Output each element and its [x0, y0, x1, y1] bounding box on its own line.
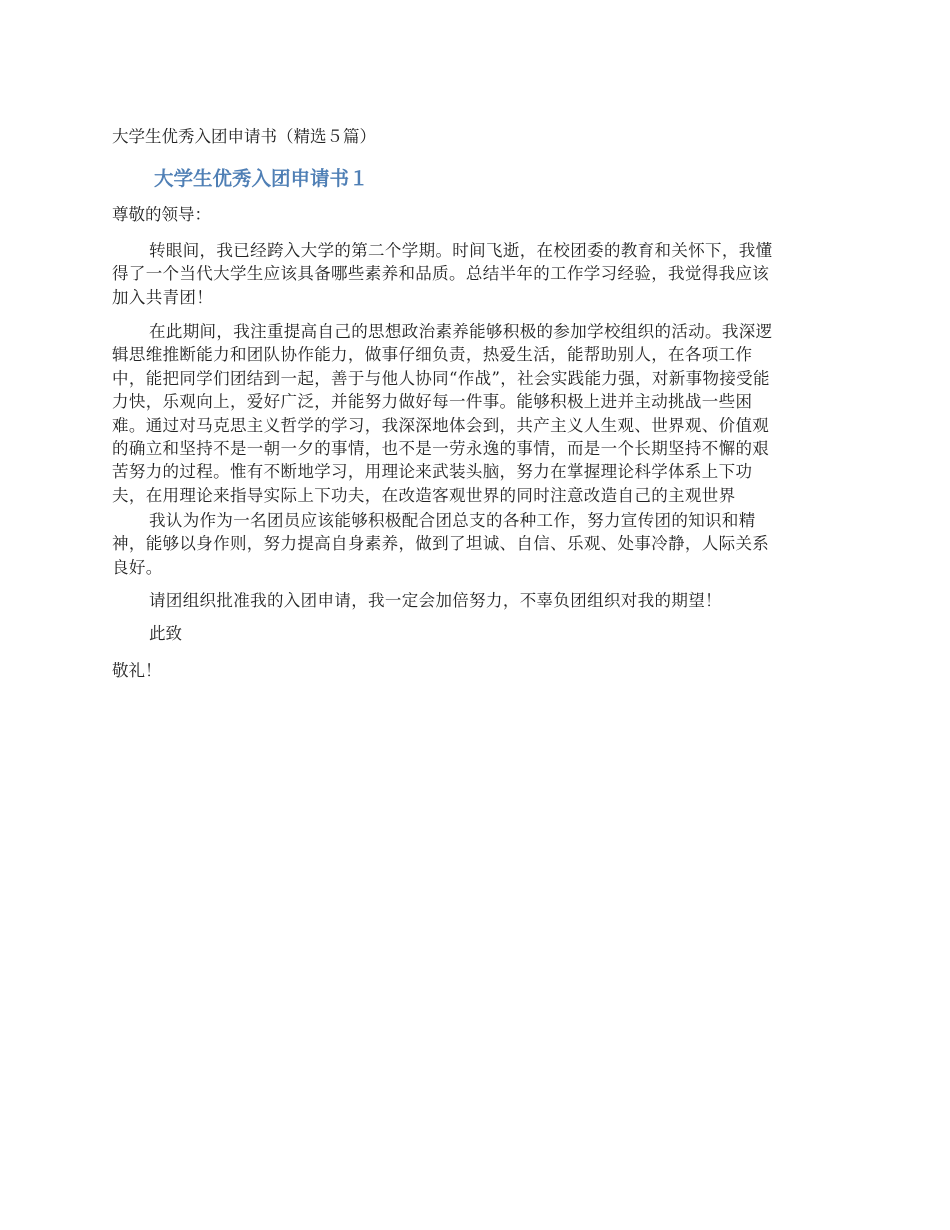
- paragraph-1: [112, 239, 840, 309]
- paragraph-3: [112, 509, 840, 579]
- paragraph-line: 请团组织批准我的入团申请，我一定会加倍努力，不辜负团组织对我的期望！: [149, 591, 722, 610]
- paragraph-line: 难。通过对马克思主义哲学的学习，我深深地体会到，共产主义人生观、世界观、价值观: [112, 415, 770, 435]
- paragraph-line: 转眼间，我已经跨入大学的第二个学期。时间飞逝，在校团委的教育和关怀下，我懂: [149, 241, 773, 260]
- paragraph-line: 良好。: [112, 557, 163, 577]
- paragraph-line: 我认为作为一名团员应该能够积极配合团总支的各种工作，努力宣传团的知识和精: [149, 511, 756, 530]
- paragraph-line: 在此期间，我注重提高自己的思想政治素养能够积极的参加学校组织的活动。我深逻: [149, 322, 773, 341]
- paragraph-2: [112, 320, 840, 507]
- paragraph-line: 得了一个当代大学生应该具备哪些素养和品质。总结半年的工作学习经验，我觉得我应该: [112, 264, 770, 284]
- paragraph-line: 加入共青团！: [112, 287, 214, 307]
- regards-phrase: 敬礼！: [112, 661, 162, 680]
- paragraph-4: [112, 589, 840, 612]
- paragraph-line: 的确立和坚持不是一朝一夕的事情，也不是一劳永逸的事情，而是一个长期坚持不懈的艰: [112, 438, 770, 458]
- salutation: 尊敬的领导：: [112, 205, 211, 224]
- paragraph-line: 中，能把同学们团结到一起，善于与他人协同“作战”，社会实践能力强，对新事物接受能: [112, 368, 770, 388]
- paragraph-line: 苦努力的过程。惟有不断地学习，用理论来武装头脑，努力在掌握理论科学体系上下功: [112, 462, 753, 482]
- paragraph-line: 力快，乐观向上，爱好广泛，并能努力做好每一件事。能够积极上进并主动挑战一些困: [112, 392, 753, 412]
- document-title: 大学生优秀入团申请书（精选５篇）: [112, 127, 376, 146]
- closing-phrase: 此致: [149, 624, 182, 643]
- section-heading: 大学生优秀入团申请书１: [154, 167, 369, 190]
- paragraph-line: 辑思维推断能力和团队协作能力，做事仔细负责，热爱生活，能帮助别人，在各项工作: [112, 345, 753, 365]
- paragraph-line: 神，能够以身作则，努力提高自身素养，做到了坦诚、自信、乐观、处事冷静，人际关系: [112, 534, 770, 554]
- paragraph-line: 夫，在用理论来指导实际上下功夫，在改造客观世界的同时注意改造自己的主观世界: [112, 485, 736, 505]
